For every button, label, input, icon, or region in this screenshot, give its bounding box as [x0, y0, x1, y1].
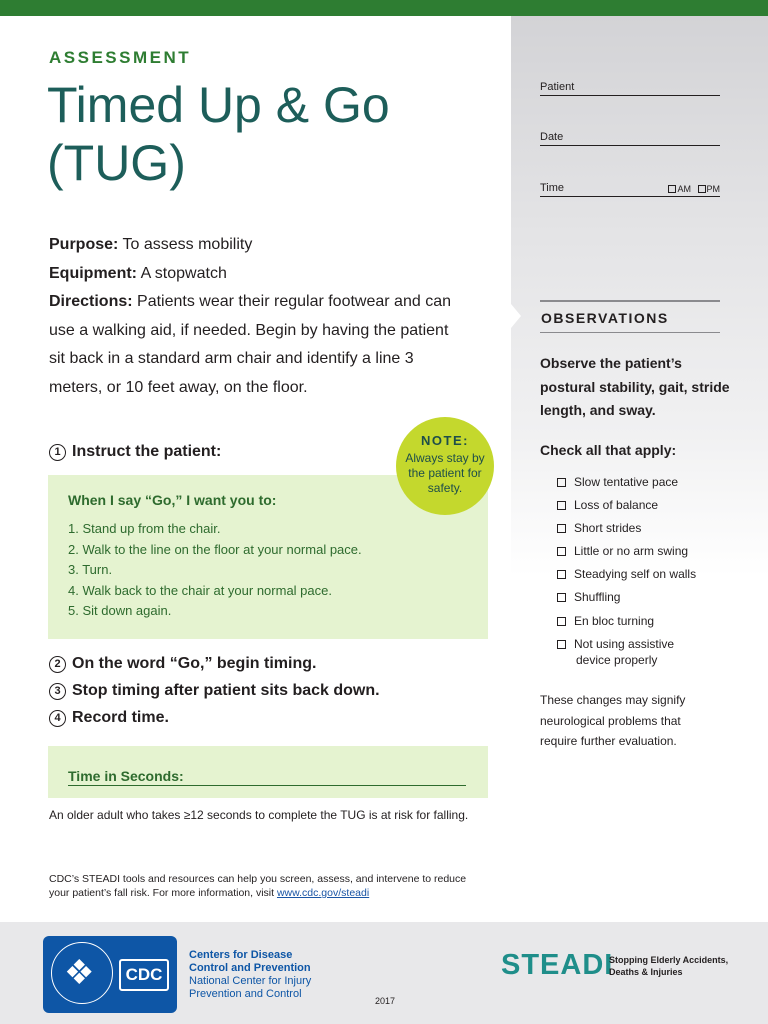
observations-divider-bottom: [540, 332, 720, 333]
checkbox-icon[interactable]: [557, 501, 566, 510]
instruction-item: 3. Turn.: [68, 562, 113, 577]
hhs-seal-icon: [51, 942, 113, 1004]
checklist-label: Little or no arm swing: [574, 544, 689, 559]
checklist-item[interactable]: [557, 543, 696, 566]
steadi-tagline-2: Deaths & Injuries: [609, 967, 683, 977]
checkbox-icon[interactable]: [557, 570, 566, 579]
step-4: [49, 709, 169, 727]
page-title: [47, 76, 390, 192]
note-text: Always stay by the patient for safety.: [405, 451, 485, 495]
am-label: AM: [677, 184, 691, 194]
steadi-link[interactable]: www.cdc.gov/steadi: [276, 887, 370, 899]
patient-field[interactable]: [540, 81, 720, 96]
observation-checklist: [557, 474, 696, 676]
note-heading: NOTE:: [421, 433, 469, 448]
cdc-logo-text: CDC: [119, 959, 169, 991]
instruction-item: 1. Stand up from the chair.: [68, 521, 221, 536]
purpose-row: [49, 231, 459, 260]
directions-label: Directions:: [49, 293, 133, 310]
instruction-item: 4. Walk back to the chair at your normal pace.: [68, 582, 332, 598]
check-all-heading: Check all that apply:: [540, 442, 677, 458]
am-pm-options: [668, 184, 720, 194]
time-in-seconds-field[interactable]: [68, 785, 466, 786]
checkbox-icon[interactable]: [557, 617, 566, 626]
checkbox-icon[interactable]: [557, 640, 566, 649]
checklist-item[interactable]: [557, 474, 696, 497]
sidebar-notch: [511, 304, 521, 328]
observations-title: OBSERVATIONS: [541, 310, 669, 326]
am-checkbox[interactable]: [668, 185, 676, 193]
steadi-logo: STEADI: [501, 949, 614, 981]
time-field[interactable]: [540, 182, 720, 197]
instruction-heading: When I say “Go,” I want you to:: [68, 492, 277, 508]
step-number-4: 4: [49, 710, 66, 727]
step-number-3: 3: [49, 683, 66, 700]
checkbox-icon[interactable]: [557, 524, 566, 533]
instruction-item: 2. Walk to the line on the floor at your normal pace.: [68, 541, 362, 557]
checklist-item[interactable]: [557, 497, 696, 520]
equipment-text: A stopwatch: [140, 264, 227, 282]
eagle-icon: ❖: [64, 954, 95, 992]
purpose-label: Purpose:: [49, 236, 119, 253]
checklist-item[interactable]: [557, 636, 696, 676]
title-line-2: (TUG): [47, 135, 186, 191]
instruction-list: [68, 519, 362, 622]
risk-text: An older adult who takes ≥12 seconds to complete the TUG is at risk for falling.: [49, 808, 469, 822]
checklist-item[interactable]: [557, 566, 696, 589]
checklist-label: Short strides: [574, 521, 642, 536]
time-label: Time: [540, 182, 565, 194]
step-3: [49, 682, 380, 700]
agency-line-1: Centers for Disease: [189, 949, 293, 961]
instruction-item: 5. Sit down again.: [68, 603, 172, 618]
equipment-row: [49, 260, 459, 289]
checklist-label-continued: device properly: [576, 652, 658, 667]
agency-line-4: Prevention and Control: [189, 988, 302, 1000]
steadi-tagline: [609, 954, 728, 978]
step-text-1: Instruct the patient:: [72, 443, 222, 460]
observations-divider-top: [540, 300, 720, 302]
agency-line-2: Control and Prevention: [189, 962, 311, 974]
info-block: [49, 231, 459, 402]
agency-line-3: National Center for Injury: [189, 975, 312, 987]
checklist-item[interactable]: [557, 613, 696, 636]
directions-row: [49, 288, 459, 402]
checkbox-icon[interactable]: [557, 478, 566, 487]
checkbox-icon[interactable]: [557, 547, 566, 556]
checklist-item[interactable]: [557, 589, 696, 612]
year-label: 2017: [375, 996, 396, 1006]
step-number-2: 2: [49, 656, 66, 673]
top-green-bar: [0, 0, 768, 16]
title-line-1: Timed Up & Go: [47, 77, 390, 133]
step-text-2: On the word “Go,” begin timing.: [72, 655, 317, 672]
equipment-label: Equipment:: [49, 264, 137, 282]
date-field[interactable]: [540, 131, 720, 146]
cdc-logo: [43, 936, 177, 1013]
directions-text: Patients wear their regular footwear and can use a walking aid, if needed. Begin by having the patient sit back in a standard arm chair and identify a line 3 meters, or 10 feet away, on the floor.: [49, 293, 451, 396]
checklist-item[interactable]: [557, 520, 696, 543]
tools-text: [49, 872, 479, 900]
checklist-label: Loss of balance: [574, 498, 659, 513]
tools-body: CDC’s STEADI tools and resources can help you screen, assess, and intervene to reduce your patient’s fall risk. For more information, visit: [49, 873, 467, 899]
checkbox-icon[interactable]: [557, 593, 566, 602]
checklist-label: Slow tentative pace: [574, 475, 679, 489]
step-1: [49, 443, 221, 461]
agency-name: [189, 949, 311, 1001]
step-number-1: 1: [49, 444, 66, 461]
checklist-label: Not using assistive: [574, 636, 675, 651]
observe-text: Observe the patient’s postural stability, gait, stride length, and sway.: [540, 355, 730, 418]
eyebrow-label: ASSESSMENT: [49, 48, 192, 67]
purpose-text: To assess mobility: [122, 236, 253, 253]
pm-checkbox[interactable]: [698, 185, 706, 193]
steadi-tagline-1: Stopping Elderly Accidents,: [609, 955, 729, 965]
patient-label: Patient: [540, 81, 575, 93]
sidebar-panel: [511, 16, 768, 922]
changes-text: These changes may signify neurological problems that require further evaluation.: [540, 693, 686, 748]
pm-label: PM: [706, 184, 720, 194]
step-text-3: Stop timing after patient sits back down.: [72, 682, 380, 699]
step-text-4: Record time.: [72, 709, 169, 726]
time-in-seconds-box: [48, 746, 488, 798]
step-2: [49, 655, 316, 673]
checklist-label: Steadying self on walls: [574, 567, 697, 582]
checklist-label: En bloc turning: [574, 613, 655, 628]
time-in-seconds-label: Time in Seconds:: [68, 768, 184, 784]
note-badge: [396, 417, 494, 515]
date-label: Date: [540, 131, 564, 143]
checklist-label: Shuffling: [574, 590, 621, 605]
